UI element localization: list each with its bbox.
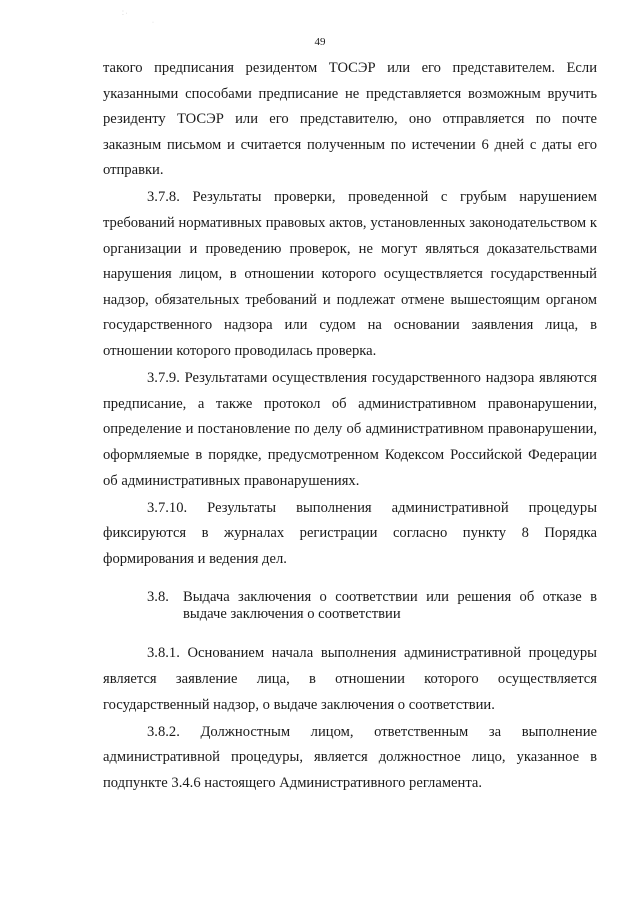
scan-speck: ⁚ · <box>122 11 128 17</box>
section-heading-3-8 <box>103 589 597 623</box>
paragraph-3-8-2: 3.8.2. Должностным лицом, ответственным за выполнение административной процедуры, является должностное лицо, указанное в подпункте 3.4.6 настоящего Административного регламента. <box>103 723 597 791</box>
paragraph-3-7-8: 3.7.8. Результаты проверки, проведенной с грубым нарушением требований нормативных правовых актов, установленных законодательством к организации и проведению проверок, не могут являться доказательствами нарушения лицом, в отношении которого осуществляется государственный надзор, обязательных требований и подлежат отмене вышестоящим органом государственного надзора или судом на основании заявления лица, в отношении которого проводилась проверка. <box>103 189 597 360</box>
paragraph-continuation: такого предписания резидентом ТОСЭР или его представителем. Если указанными способами предписание не представляется возможным вручить резиденту ТОСЭР или его представителю, оно отправляется по почте заказным письмом и считается полученным по истечении 6 дней с даты его отправки. <box>103 60 597 179</box>
section-title: Выдача заключения о соответствии или решения об отказе в выдаче заключения о соответствии <box>183 589 597 623</box>
page-number: 49 <box>314 36 326 48</box>
scan-speck: · <box>152 20 154 26</box>
paragraph-3-7-9: 3.7.9. Результатами осуществления государственного надзора являются предписание, а также протокол об административном правонарушении, определение и постановление по делу об административном правонарушении, оформляемые в порядке, предусмотренном Кодексом Российской Федерации об административных правонарушениях. <box>103 370 597 489</box>
document-body <box>103 56 597 798</box>
section-number: 3.8. <box>147 589 169 606</box>
paragraph-3-8-1: 3.8.1. Основанием начала выполнения административной процедуры является заявление лица, в отношении которого осуществляется государственный надзор, о выдаче заключения о соответствии. <box>103 645 597 713</box>
paragraph-3-7-10: 3.7.10. Результаты выполнения административной процедуры фиксируются в журналах регистрации согласно пункту 8 Порядка формирования и ведения дел. <box>103 499 597 567</box>
